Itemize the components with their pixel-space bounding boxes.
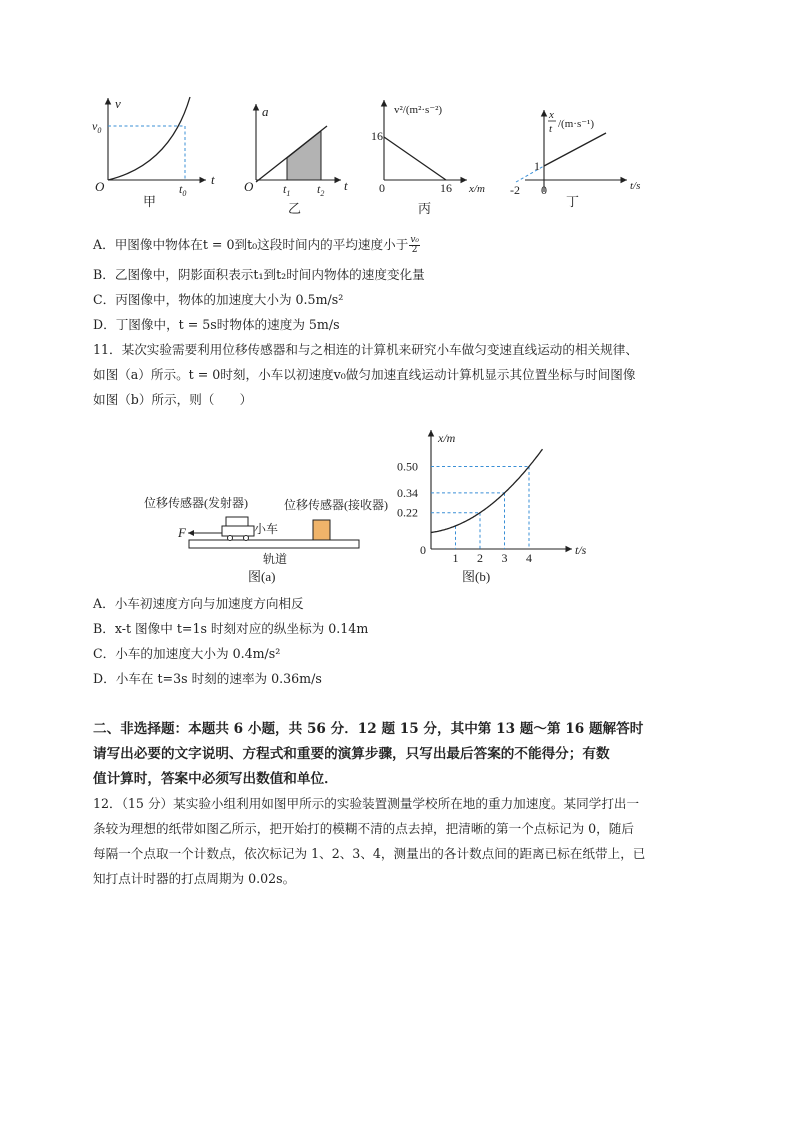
svg-text:t0: $t_0$ — [179, 182, 187, 198]
caption-jia: 甲 — [143, 194, 157, 209]
emitter-label: 位移传感器(发射器) — [144, 496, 248, 510]
section2-line1: 二、非选择题：本题共 6 小题，共 56 分．12 题 15 分，其中第 13 题～第 16 题解答时 — [93, 721, 644, 737]
q12-line3: 每隔一个点取一个计数点，依次标记为 1、2、3、4，测量出的各计数点间的距离已标在纸带上，已 — [93, 846, 646, 861]
x-tick-label: 2 — [477, 551, 483, 565]
caption-fig-a: 图(a) — [248, 569, 276, 584]
svg-text:0: 0 — [379, 181, 385, 195]
q11-stem-line3: 如图（b）所示，则（ ） — [93, 392, 253, 407]
xt-curve — [431, 449, 543, 532]
svg-text:x: x — [549, 109, 554, 121]
svg-text:-2: -2 — [510, 183, 520, 197]
svg-text:t2: $t_2$ — [317, 182, 325, 198]
graph-jia — [92, 96, 215, 209]
q10-option-c: C．丙图像中，物体的加速度大小为 0.5m/s² — [93, 292, 344, 307]
svg-text:v²/(m²·s⁻²): v²/(m²·s⁻²) — [394, 104, 443, 116]
svg-text:0: 0 — [541, 183, 547, 197]
y-axis-label: x/m — [438, 431, 456, 445]
y-tick-label: 0.34 — [397, 485, 418, 500]
svg-text:t/s: t/s — [630, 180, 641, 192]
figure-b-xt-chart — [0, 420, 794, 590]
svg-text:v0: $v_0$ — [92, 119, 102, 135]
force-label: F — [178, 525, 186, 540]
section2-line3: 值计算时，答案中必须写出数值和单位． — [93, 771, 338, 787]
y-tick-label: 0.50 — [397, 459, 418, 474]
caption-bing: 丙 — [418, 201, 432, 216]
svg-text:O: O — [95, 179, 105, 194]
q10-option-a: A．甲图像中物体在t = 0到t₀这段时间内的平均速度小于 $\frac{\text{v₀}}{2}$ — [93, 235, 420, 255]
y-tick-label: 0.22 — [397, 505, 418, 520]
q11-option-a: A．小车初速度方向与加速度方向相反 — [93, 596, 304, 611]
caption-ding: 丁 — [566, 194, 580, 209]
graph-yi — [244, 104, 348, 216]
q12-line1: 12．（15 分）某实验小组利用如图甲所示的实验装置测量学校所在地的重力加速度。某同学打出一 — [93, 796, 640, 811]
svg-text:O: O — [244, 179, 254, 194]
q11-stem-line1: 11．某次实验需要利用位移传感器和与之相连的计算机来研究小车做匀变速直线运动的相关规律、 — [93, 342, 638, 357]
q11-stem-line2: 如图（a）所示。t = 0时刻，小车以初速度v₀做匀加速直线运动计算机显示其位置坐标与时间图像 — [93, 367, 636, 382]
x-axis-label: t/s — [575, 543, 587, 557]
caption-yi: 乙 — [288, 201, 302, 216]
svg-text:/(m·s⁻¹): /(m·s⁻¹) — [558, 118, 594, 130]
svg-text:x/m: x/m — [469, 183, 485, 195]
track-label: 轨道 — [263, 552, 288, 566]
svg-text:t: t — [344, 178, 348, 193]
section2-line2: 请写出必要的文字说明、方程式和重要的演算步骤，只写出最后答案的不能得分；有数 — [93, 746, 610, 762]
receiver-label: 位移传感器(接收器) — [284, 498, 388, 512]
q11-option-d: D．小车在 t=3s 时刻的速率为 0.36m/s — [93, 671, 322, 686]
car-label: 小车 — [254, 522, 279, 536]
q11-option-b: B．x-t 图像中 t=1s 时刻对应的纵坐标为 0.14m — [93, 621, 369, 636]
origin-label: 0 — [420, 543, 426, 557]
svg-text:16: 16 — [371, 129, 383, 143]
q12-line2: 条较为理想的纸带如图乙所示，把开始打的模糊不清的点去掉，把清晰的第一个点标记为 0，随后 — [93, 821, 634, 836]
x-tick-label: 4 — [526, 551, 532, 565]
graph-bing — [371, 100, 485, 216]
svg-text:t: t — [211, 172, 215, 187]
svg-text:t1: $t_1$ — [283, 182, 291, 198]
graph-ding — [510, 109, 640, 209]
q12-line4: 知打点计时器的打点周期为 0.02s。 — [93, 871, 296, 886]
svg-text:t: t — [549, 123, 553, 135]
q10-option-b: B．乙图像中，阴影面积表示t₁到t₂时间内物体的速度变化量 — [93, 267, 425, 282]
svg-text:1: 1 — [534, 159, 540, 173]
q11-option-c: C．小车的加速度大小为 0.4m/s² — [93, 646, 281, 661]
svg-text:v: v — [115, 96, 121, 111]
caption-fig-b: 图(b) — [462, 569, 491, 584]
motion-graphs-row — [0, 0, 794, 225]
svg-text:a: a — [262, 104, 269, 119]
q10-option-d: D．丁图像中，t = 5s时物体的速度为 5m/s — [93, 317, 340, 332]
svg-text:16: 16 — [440, 181, 452, 195]
x-tick-label: 1 — [452, 551, 459, 565]
x-tick-label: 3 — [501, 551, 508, 565]
